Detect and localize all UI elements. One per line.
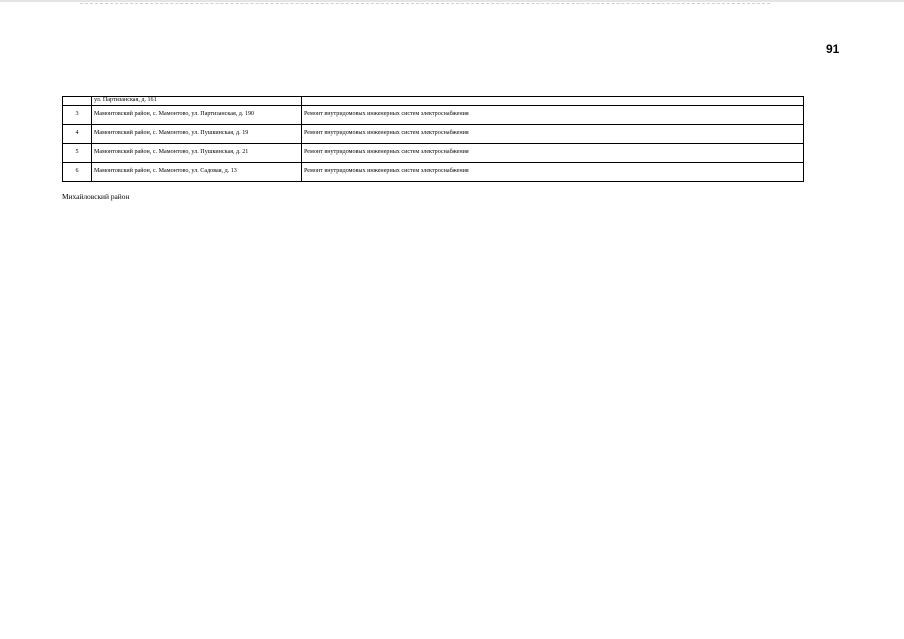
cell-work: Ремонт внутридомовых инженерных систем электроснабжения [302,163,804,182]
section-header [62,182,804,202]
table-row [63,125,804,144]
cell-addr: Мамонтовский район, с. Мамонтово, ул. Пушкинская, д. 19 [92,125,302,144]
table-row [63,144,804,163]
scan-dash-line [80,3,770,4]
table-row [63,106,804,125]
table-row [63,163,804,182]
cell-num [63,97,92,106]
cell-addr: Мамонтовский район, с. Мамонтово, ул. Пушкинская, д. 21 [92,144,302,163]
cell-work [302,97,804,106]
repair-table-top [62,96,804,182]
scan-top-edge [0,0,904,2]
table-row [63,97,804,106]
cell-work: Ремонт внутридомовых инженерных систем электроснабжения [302,125,804,144]
section-title: Михайловский район [62,192,130,201]
cell-num: 5 [63,144,92,163]
cell-num: 3 [63,106,92,125]
page-number: 91 [826,42,840,56]
cell-addr: ул. Партизанская, д. 161 [92,97,302,106]
cell-work: Ремонт внутридомовых инженерных систем электроснабжения [302,106,804,125]
cell-addr: Мамонтовский район, с. Мамонтово, ул. Партизанская, д. 190 [92,106,302,125]
cell-num: 4 [63,125,92,144]
cell-work: Ремонт внутридомовых инженерных систем электроснабжения [302,144,804,163]
cell-addr: Мамонтовский район, с. Мамонтово, ул. Садовая, д. 13 [92,163,302,182]
cell-num: 6 [63,163,92,182]
document-sheet [62,96,804,202]
